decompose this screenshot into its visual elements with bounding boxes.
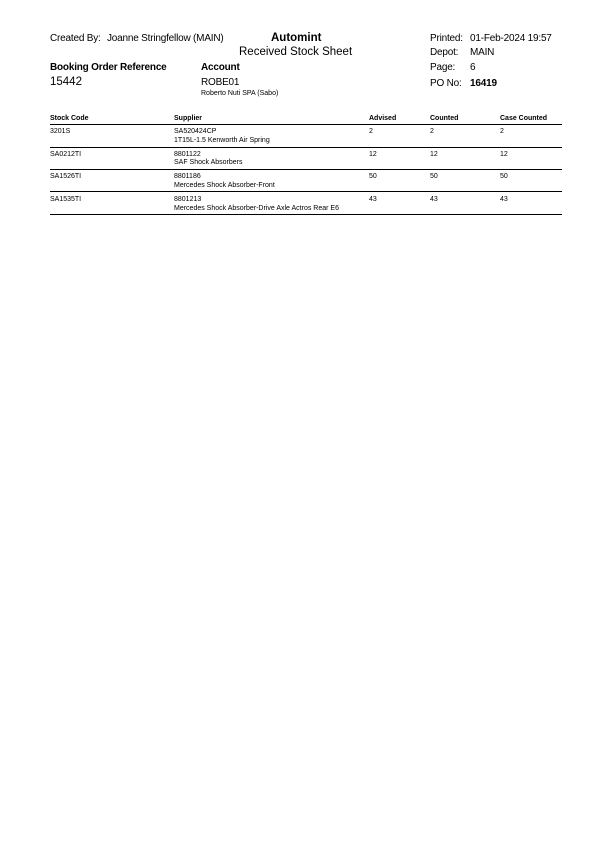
col-case-counted: Case Counted [500, 115, 548, 122]
booking-ref-label: Booking Order Reference [50, 62, 167, 73]
account-code: ROBE01 [201, 77, 240, 88]
row-stock-code: 3201S [50, 128, 71, 135]
row-supplier-code: SA520424CP [174, 128, 217, 135]
row-description: Mercedes Shock Absorber-Front [174, 182, 275, 189]
row-case-counted: 43 [500, 196, 508, 203]
sheet-title: Received Stock Sheet [239, 46, 353, 58]
row-counted: 12 [430, 151, 438, 158]
row-case-counted: 12 [500, 151, 508, 158]
created-by-label: Created By: [50, 33, 101, 44]
po-value: 16419 [470, 78, 497, 89]
depot-label: Depot: [430, 47, 459, 58]
row-divider [50, 191, 562, 192]
row-stock-code: SA1535TI [50, 196, 82, 203]
col-advised: Advised [369, 115, 397, 122]
row-description: Mercedes Shock Absorber-Drive Axle Actros Rear E6 [174, 205, 339, 212]
po-label: PO No: [430, 78, 462, 89]
row-divider [50, 214, 562, 215]
row-counted: 50 [430, 173, 438, 180]
booking-ref-value: 15442 [50, 76, 82, 88]
page-value: 6 [470, 62, 476, 73]
row-advised: 2 [369, 128, 373, 135]
row-supplier-code: 8801122 [174, 151, 201, 158]
account-name: Roberto Nuti SPA (Sabo) [201, 90, 279, 97]
col-counted: Counted [430, 115, 459, 122]
depot-value: MAIN [470, 47, 495, 58]
row-case-counted: 50 [500, 173, 508, 180]
col-supplier: Supplier [174, 115, 203, 122]
row-advised: 50 [369, 173, 377, 180]
row-advised: 12 [369, 151, 377, 158]
row-case-counted: 2 [500, 128, 504, 135]
row-description: SAF Shock Absorbers [174, 159, 243, 166]
row-supplier-code: 8801186 [174, 173, 201, 180]
row-counted: 2 [430, 128, 434, 135]
page-label: Page: [430, 62, 456, 73]
created-by-value: Joanne Stringfellow (MAIN) [107, 33, 224, 44]
account-label: Account [201, 62, 240, 73]
row-stock-code: SA1526TI [50, 173, 82, 180]
col-stock-code: Stock Code [50, 115, 89, 122]
printed-value: 01-Feb-2024 19:57 [470, 33, 552, 44]
row-divider [50, 147, 562, 148]
row-stock-code: SA0212TI [50, 151, 82, 158]
row-advised: 43 [369, 196, 377, 203]
row-supplier-code: 8801213 [174, 196, 202, 203]
row-divider [50, 169, 562, 170]
row-counted: 43 [430, 196, 438, 203]
row-description: 1T15L-1.5 Kenworth Air Spring [174, 137, 270, 144]
header-divider [50, 124, 562, 125]
printed-label: Printed: [430, 33, 463, 44]
company-name: Automint [271, 32, 322, 44]
